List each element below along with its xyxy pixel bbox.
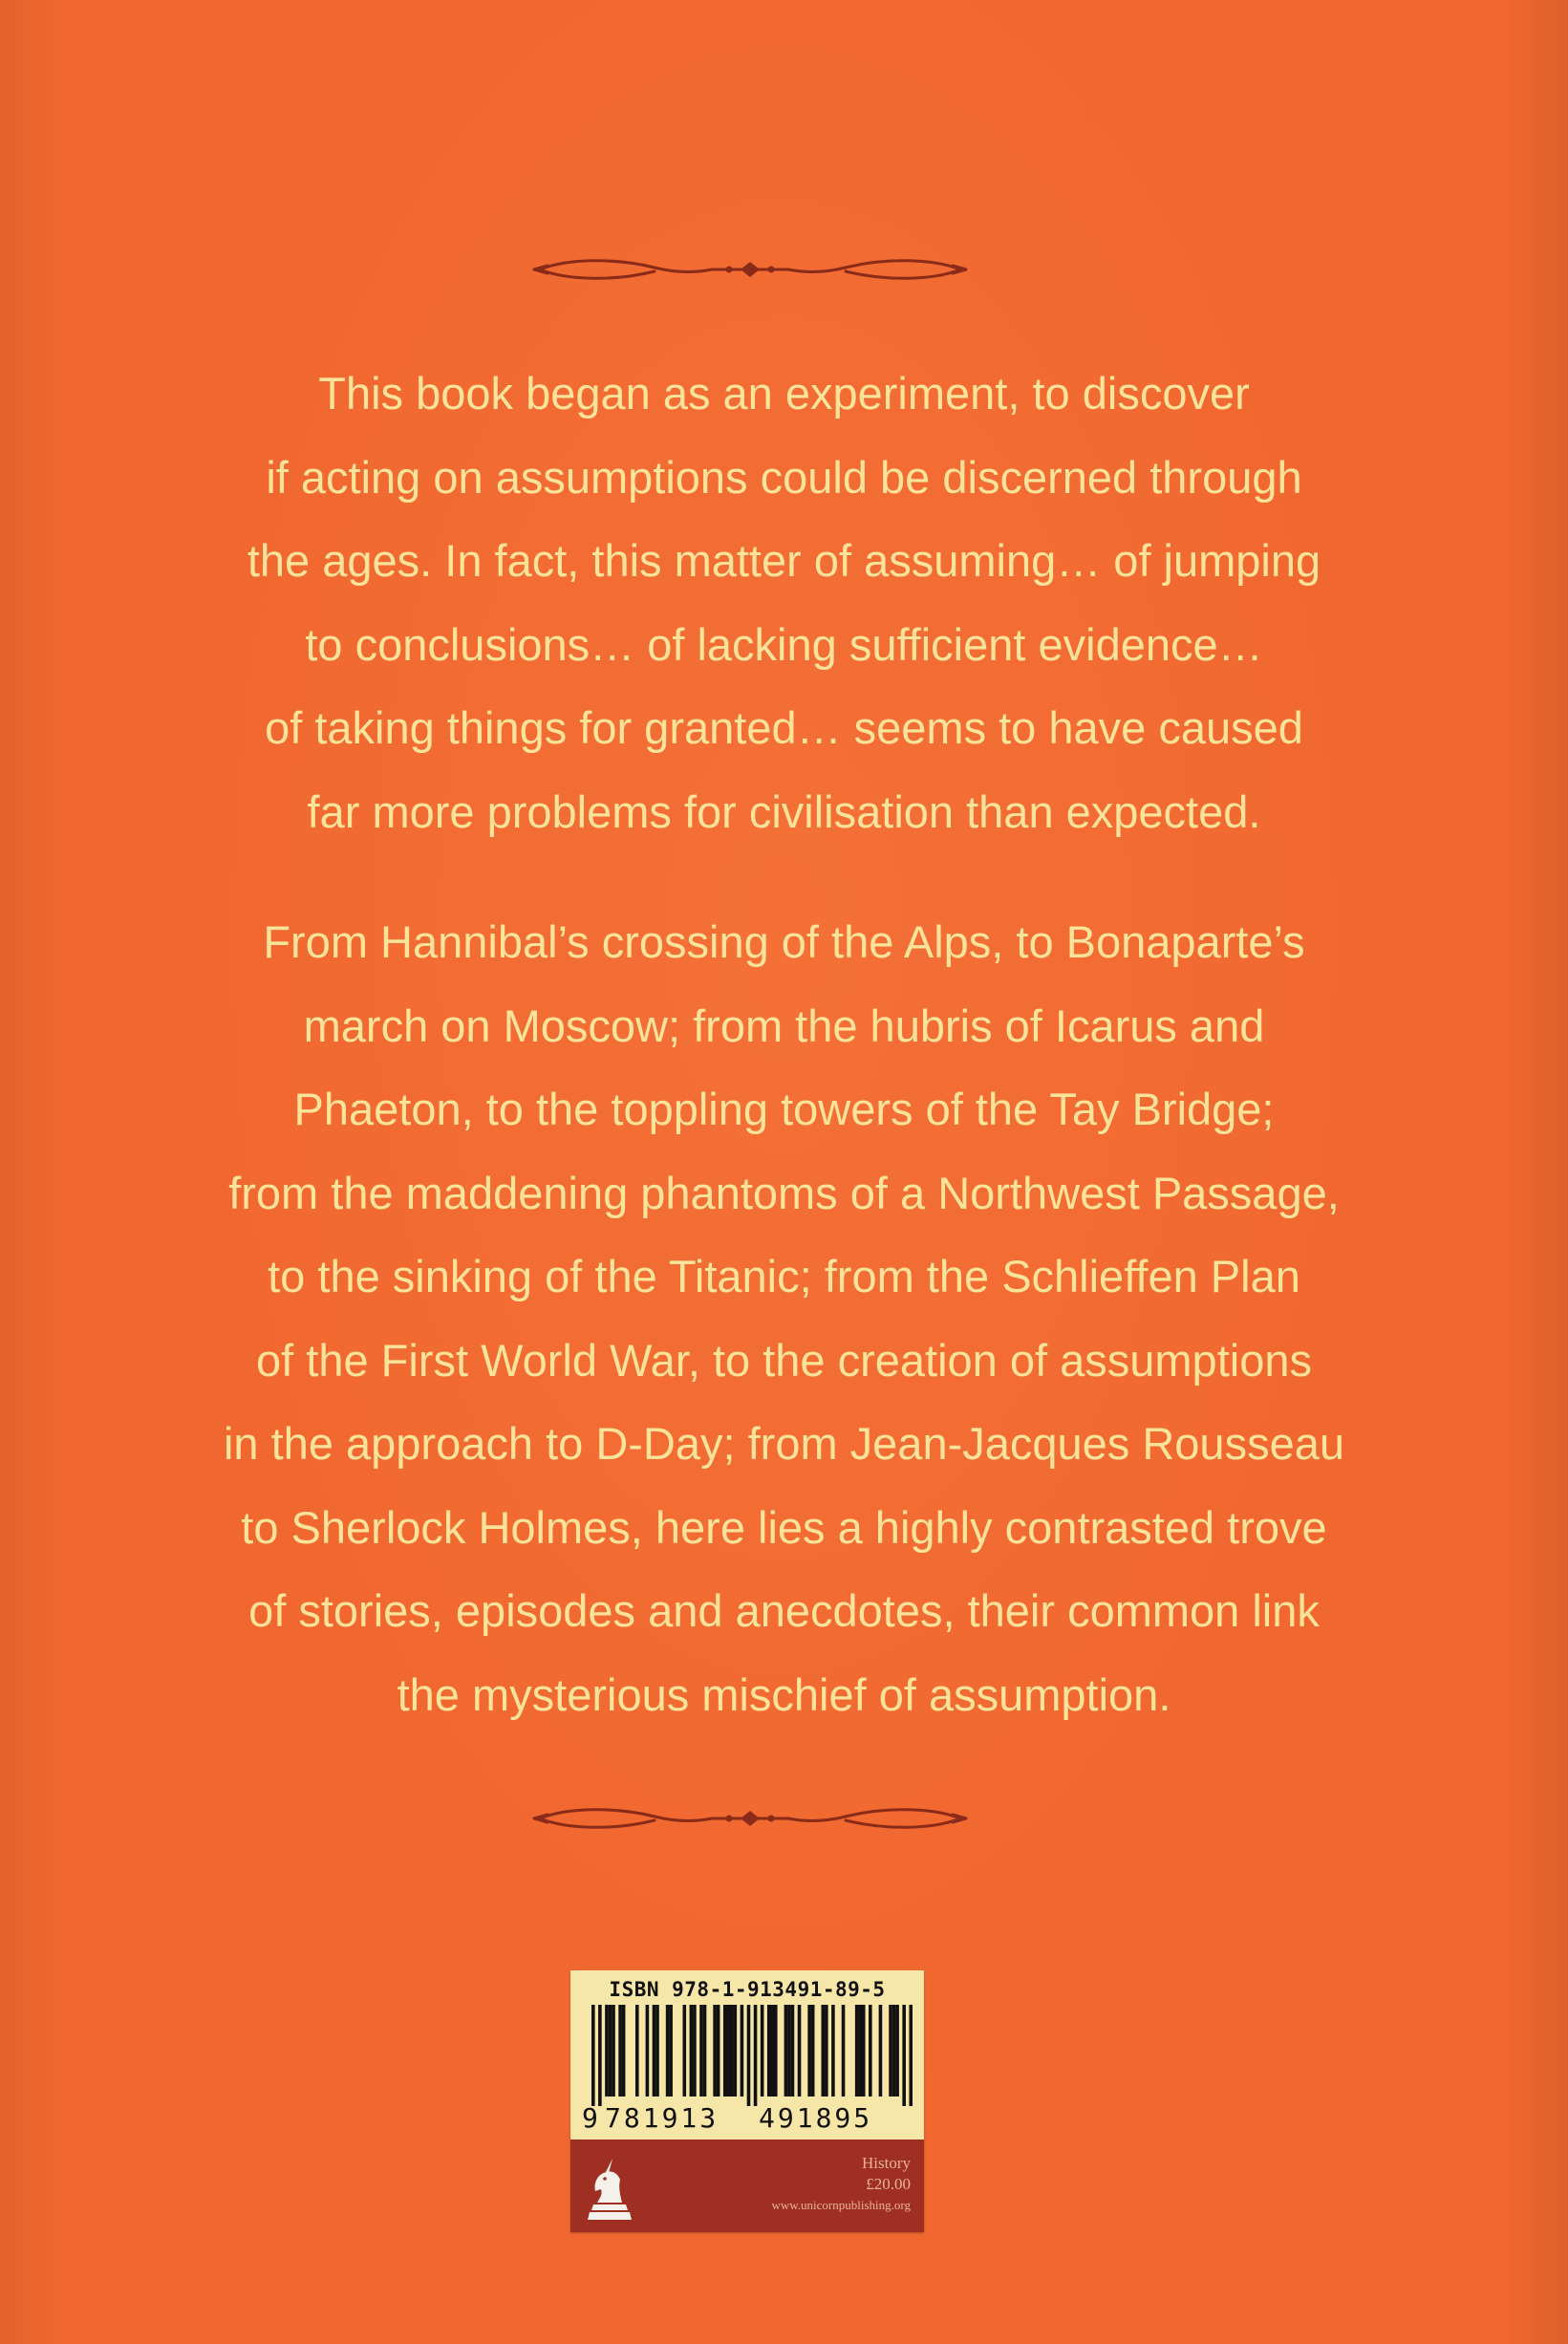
blurb-line: the ages. In fact, this matter of assuming… of jumping <box>247 535 1321 586</box>
barcode-bar <box>622 2005 626 2097</box>
blurb-line: of the First World War, to the creation of assumptions <box>256 1334 1312 1386</box>
barcode-bar <box>761 2005 764 2097</box>
publisher-website: www.unicornpublishing.org <box>771 2198 911 2212</box>
blurb-line: in the approach to D-Day; from Jean-Jacques Rousseau <box>223 1418 1344 1469</box>
scroll-divider-icon <box>530 1799 970 1838</box>
barcode-bar <box>825 2005 828 2097</box>
barcode-bar <box>690 2005 694 2097</box>
blurb-line: to conclusions… of lacking sufficient evidence… <box>305 618 1263 670</box>
publisher-band <box>570 2140 924 2232</box>
price-info <box>771 2153 911 2216</box>
barcode-bar <box>666 2005 670 2097</box>
barcode-bar <box>798 2005 802 2097</box>
barcode-bar <box>858 2005 862 2097</box>
barcode-bar <box>754 2005 758 2106</box>
price-label: £20.00 <box>866 2175 911 2193</box>
barcode-bar <box>855 2005 859 2097</box>
barcode-bar <box>902 2005 906 2106</box>
barcode-bar <box>612 2005 615 2097</box>
unicorn-knight-logo-icon <box>584 2153 637 2222</box>
blurb-line: from the maddening phantoms of a Northwest Passage, <box>228 1167 1340 1218</box>
barcode-bar <box>741 2005 744 2097</box>
barcode-bar <box>717 2005 720 2097</box>
barcode-bar <box>618 2005 622 2097</box>
barcode-bar <box>723 2005 727 2097</box>
barcode-bar <box>787 2005 791 2097</box>
blurb-line: march on Moscow; from the hubris of Icarus and <box>303 1000 1265 1051</box>
barcode-bar <box>784 2005 788 2097</box>
barcode-bar <box>605 2005 609 2097</box>
ean-left-digits: 781913 <box>605 2102 720 2134</box>
ean-right-digits: 491895 <box>759 2102 873 2134</box>
barcode-bar <box>811 2005 815 2097</box>
barcode-bar <box>653 2005 656 2097</box>
barcode-bar <box>862 2005 866 2097</box>
isbn-label: ISBN 978-1-913491-89-5 <box>609 1978 886 2001</box>
barcode-bar <box>807 2005 811 2097</box>
blurb-line: if acting on assumptions could be discerned through <box>266 451 1302 503</box>
barcode-bar <box>892 2005 896 2097</box>
barcode-bar <box>879 2005 883 2097</box>
barcode-bar <box>822 2005 826 2097</box>
blurb-line: to Sherlock Holmes, here lies a highly contrasted trove <box>241 1501 1327 1553</box>
blurb-line: to the sinking of the Titanic; from the Schlieffen Plan <box>268 1251 1300 1301</box>
barcode-bar <box>703 2005 707 2097</box>
barcode-bar <box>895 2005 899 2097</box>
barcode <box>591 2005 913 2106</box>
barcode-bar <box>699 2005 703 2097</box>
barcode-bar <box>609 2005 612 2097</box>
barcode-area <box>570 1970 924 2140</box>
blurb-line: Phaeton, to the toppling towers of the Tay Bridge; <box>293 1084 1275 1134</box>
barcode-bar <box>591 2005 595 2106</box>
barcode-bar <box>598 2005 602 2106</box>
barcode-bar <box>842 2005 846 2097</box>
barcode-bar <box>774 2005 778 2097</box>
genre-label: History <box>862 2154 911 2172</box>
barcode-bar <box>693 2005 697 2097</box>
barcode-bar <box>713 2005 717 2097</box>
scroll-divider-icon <box>530 250 970 289</box>
blurb-paragraph-2 <box>96 900 1472 1736</box>
barcode-bar <box>655 2005 659 2097</box>
barcode-bar <box>767 2005 771 2097</box>
barcode-bar <box>646 2005 650 2097</box>
barcode-bar <box>747 2005 751 2106</box>
blurb-line: the mysterious mischief of assumption. <box>397 1668 1171 1720</box>
barcode-bar <box>791 2005 795 2097</box>
barcode-bar <box>726 2005 730 2097</box>
ean-first-digit: 9 <box>582 2102 598 2134</box>
barcode-bar <box>869 2005 872 2097</box>
barcode-bar <box>669 2005 673 2097</box>
barcode-bar <box>889 2005 892 2097</box>
barcode-bar <box>770 2005 774 2097</box>
barcode-bar <box>831 2005 835 2097</box>
blurb-line: of stories, episodes and anecdotes, their common link <box>248 1585 1320 1636</box>
barcode-bar <box>734 2005 738 2097</box>
barcode-bar <box>635 2005 639 2097</box>
barcode-bar <box>909 2005 913 2106</box>
blurb-line: far more problems for civilisation than expected. <box>307 785 1261 837</box>
blurb-line: From Hannibal’s crossing of the Alps, to Bonaparte’s <box>263 916 1305 967</box>
barcode-bar <box>730 2005 734 2097</box>
barcode-bar <box>682 2005 686 2097</box>
blurb-line: This book began as an experiment, to discover <box>318 368 1250 419</box>
blurb-line: of taking things for granted… seems to have caused <box>265 702 1303 753</box>
blurb-paragraph-1 <box>96 352 1472 853</box>
barcode-sticker <box>570 1970 924 2232</box>
